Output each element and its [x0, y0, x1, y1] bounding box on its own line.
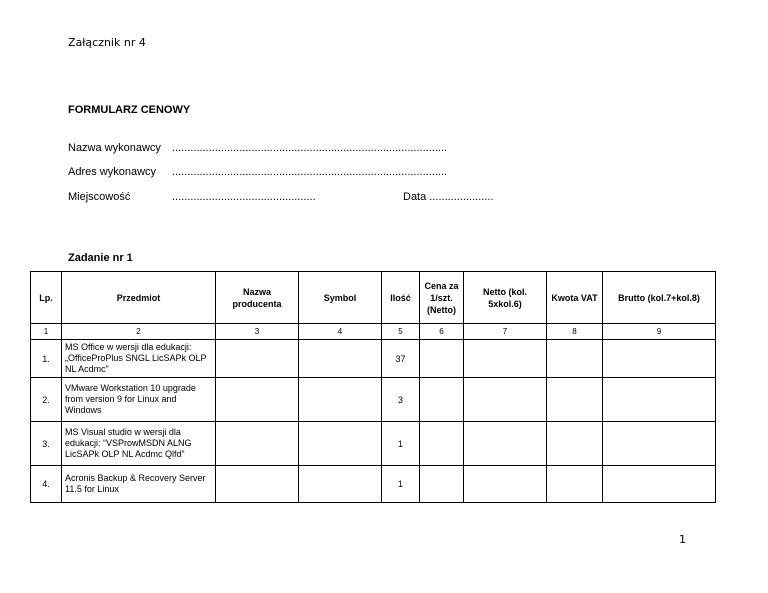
- header-item: Przedmiot: [62, 272, 216, 324]
- row-item: MS Visual studio w wersji dla edukacji: “VSProwMSDN ALNG LicSAPk OLP NL Acdmc Qlfd”: [62, 422, 216, 466]
- annex-label: Załącznik nr 4: [68, 36, 146, 49]
- column-number: 7: [464, 324, 547, 340]
- header-vat: Kwota VAT: [547, 272, 603, 324]
- symbol-cell[interactable]: [299, 422, 382, 466]
- producer-cell[interactable]: [216, 340, 299, 378]
- row-lp: 4.: [31, 466, 62, 503]
- vat-cell[interactable]: [547, 340, 603, 378]
- net-cell[interactable]: [464, 422, 547, 466]
- task-title: Zadanie nr 1: [68, 252, 133, 264]
- column-number: 6: [420, 324, 464, 340]
- page-number: 1: [679, 533, 686, 546]
- vat-cell[interactable]: [547, 422, 603, 466]
- column-number-row: [31, 324, 716, 340]
- header-lp: Lp.: [31, 272, 62, 324]
- gross-cell[interactable]: [603, 340, 716, 378]
- contractor-address-label: Adres wykonawcy: [68, 166, 157, 178]
- contractor-name-label: Nazwa wykonawcy: [68, 142, 161, 154]
- column-number: 3: [216, 324, 299, 340]
- contractor-name-field[interactable]: ..........................................................................................: [172, 142, 448, 154]
- table-row: [31, 422, 716, 466]
- row-qty: 3: [382, 378, 420, 422]
- net-cell[interactable]: [464, 466, 547, 503]
- header-qty: Ilość: [382, 272, 420, 324]
- row-lp: 2.: [31, 378, 62, 422]
- unit-price-cell[interactable]: [420, 378, 464, 422]
- column-number: 1: [31, 324, 62, 340]
- gross-cell[interactable]: [603, 466, 716, 503]
- symbol-cell[interactable]: [299, 340, 382, 378]
- column-number: 8: [547, 324, 603, 340]
- header-producer: Nazwa producenta: [216, 272, 299, 324]
- unit-price-cell[interactable]: [420, 466, 464, 503]
- vat-cell[interactable]: [547, 378, 603, 422]
- column-number: 9: [603, 324, 716, 340]
- symbol-cell[interactable]: [299, 466, 382, 503]
- city-field[interactable]: ...............................................: [172, 191, 316, 203]
- column-number: 5: [382, 324, 420, 340]
- date-field[interactable]: Data .....................: [403, 191, 494, 203]
- net-cell[interactable]: [464, 340, 547, 378]
- header-net: Netto (kol. 5xkol.6): [464, 272, 547, 324]
- table-row: [31, 340, 716, 378]
- city-label: Miejscowość: [68, 191, 131, 203]
- producer-cell[interactable]: [216, 466, 299, 503]
- gross-cell[interactable]: [603, 378, 716, 422]
- price-table: [30, 271, 716, 503]
- table-header-row: [31, 272, 716, 324]
- vat-cell[interactable]: [547, 466, 603, 503]
- producer-cell[interactable]: [216, 378, 299, 422]
- producer-cell[interactable]: [216, 422, 299, 466]
- row-qty: 1: [382, 466, 420, 503]
- row-qty: 1: [382, 422, 420, 466]
- gross-cell[interactable]: [603, 422, 716, 466]
- row-lp: 3.: [31, 422, 62, 466]
- row-item: Acronis Backup & Recovery Server 11.5 for Linux: [62, 466, 216, 503]
- table-row: [31, 378, 716, 422]
- form-title: FORMULARZ CENOWY: [68, 104, 191, 116]
- header-symbol: Symbol: [299, 272, 382, 324]
- unit-price-cell[interactable]: [420, 422, 464, 466]
- contractor-address-field[interactable]: ..........................................................................................: [172, 166, 448, 178]
- row-lp: 1.: [31, 340, 62, 378]
- row-item: MS Office w wersji dla edukacji: „OfficeProPlus SNGL LicSAPk OLP NL Acdmc”: [62, 340, 216, 378]
- header-gross: Brutto (kol.7+kol.8): [603, 272, 716, 324]
- column-number: 2: [62, 324, 216, 340]
- column-number: 4: [299, 324, 382, 340]
- table-row: [31, 466, 716, 503]
- header-unit-price: Cena za 1/szt. (Netto): [420, 272, 464, 324]
- unit-price-cell[interactable]: [420, 340, 464, 378]
- net-cell[interactable]: [464, 378, 547, 422]
- row-item: VMware Workstation 10 upgrade from version 9 for Linux and Windows: [62, 378, 216, 422]
- symbol-cell[interactable]: [299, 378, 382, 422]
- row-qty: 37: [382, 340, 420, 378]
